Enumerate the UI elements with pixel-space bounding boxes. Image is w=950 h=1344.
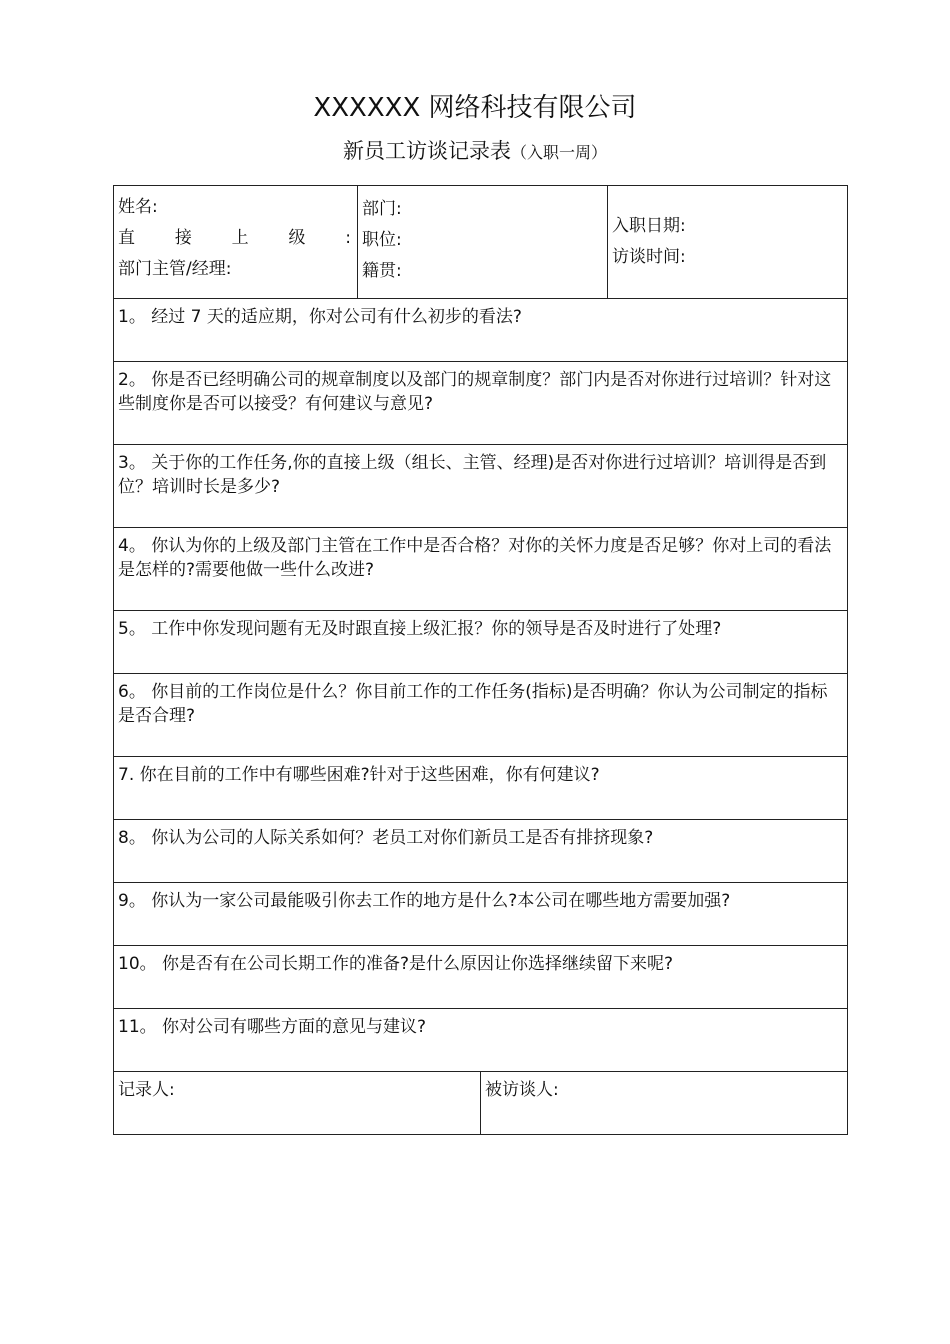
form-title-note: （入职一周） bbox=[510, 143, 607, 162]
question-cell[interactable]: 3。 关于你的工作任务,你的直接上级（组长、主管、经理)是否对你进行过培训？培训得是否到位？培训时长是多少? bbox=[114, 445, 848, 528]
manager-field-label: 部门主管/经理: bbox=[118, 259, 232, 279]
department-info-cell bbox=[358, 186, 608, 299]
interview-form-table bbox=[113, 185, 848, 1135]
question-cell[interactable]: 5。 工作中你发现问题有无及时跟直接上级汇报？你的领导是否及时进行了处理? bbox=[114, 611, 848, 674]
question-row bbox=[114, 674, 848, 757]
supervisor-char: 上 bbox=[231, 228, 249, 248]
question-row bbox=[114, 362, 848, 445]
question-cell[interactable]: 6。 你目前的工作岗位是什么？你目前工作的工作任务(指标)是否明确？你认为公司制定的指标是否合理? bbox=[114, 674, 848, 757]
position-field-label: 职位: bbox=[362, 230, 402, 250]
question-row bbox=[114, 883, 848, 946]
direct-supervisor-label bbox=[118, 223, 353, 254]
question-row bbox=[114, 528, 848, 611]
question-cell[interactable]: 11。 你对公司有哪些方面的意见与建议? bbox=[114, 1009, 848, 1072]
question-row bbox=[114, 820, 848, 883]
question-row bbox=[114, 757, 848, 820]
company-title: XXXXXX 网络科技有限公司 bbox=[313, 93, 637, 123]
supervisor-char: : bbox=[345, 228, 351, 248]
date-info-cell bbox=[608, 186, 848, 299]
question-cell[interactable]: 7. 你在目前的工作中有哪些困难?针对于这些困难，你有何建议? bbox=[114, 757, 848, 820]
name-field-label: 姓名: bbox=[118, 197, 158, 217]
question-cell[interactable]: 9。 你认为一家公司最能吸引你去工作的地方是什么?本公司在哪些地方需要加强? bbox=[114, 883, 848, 946]
employee-info-cell bbox=[114, 186, 358, 299]
question-row bbox=[114, 1009, 848, 1072]
question-cell[interactable]: 2。 你是否已经明确公司的规章制度以及部门的规章制度？部门内是否对你进行过培训？针对这些制度你是否可以接受？有何建议与意见? bbox=[114, 362, 848, 445]
question-cell[interactable]: 10。 你是否有在公司长期工作的准备?是什么原因让你选择继续留下来呢? bbox=[114, 946, 848, 1009]
question-row bbox=[114, 611, 848, 674]
question-row bbox=[114, 946, 848, 1009]
form-title bbox=[0, 134, 950, 170]
question-row bbox=[114, 445, 848, 528]
interview-time-field-label: 访谈时间: bbox=[612, 247, 686, 267]
supervisor-char: 级 bbox=[288, 228, 306, 248]
form-title-main: 新员工访谈记录表 bbox=[342, 139, 511, 163]
interviewee-cell[interactable]: 被访谈人: bbox=[481, 1072, 848, 1135]
origin-field-label: 籍贯: bbox=[362, 261, 402, 281]
supervisor-char: 接 bbox=[174, 228, 192, 248]
question-cell[interactable]: 1。 经过 7 天的适应期，你对公司有什么初步的看法? bbox=[114, 299, 848, 362]
recorder-cell[interactable]: 记录人: bbox=[114, 1072, 481, 1135]
question-cell[interactable]: 8。 你认为公司的人际关系如何？老员工对你们新员工是否有排挤现象? bbox=[114, 820, 848, 883]
hire-date-field-label: 入职日期: bbox=[612, 216, 686, 236]
question-cell[interactable]: 4。 你认为你的上级及部门主管在工作中是否合格？对你的关怀力度是否足够？你对上司的看法是怎样的?需要他做一些什么改进? bbox=[114, 528, 848, 611]
signature-row bbox=[114, 1072, 848, 1135]
info-row bbox=[114, 186, 848, 299]
supervisor-char: 直 bbox=[118, 228, 135, 248]
department-field-label: 部门: bbox=[362, 199, 402, 219]
question-row bbox=[114, 299, 848, 362]
